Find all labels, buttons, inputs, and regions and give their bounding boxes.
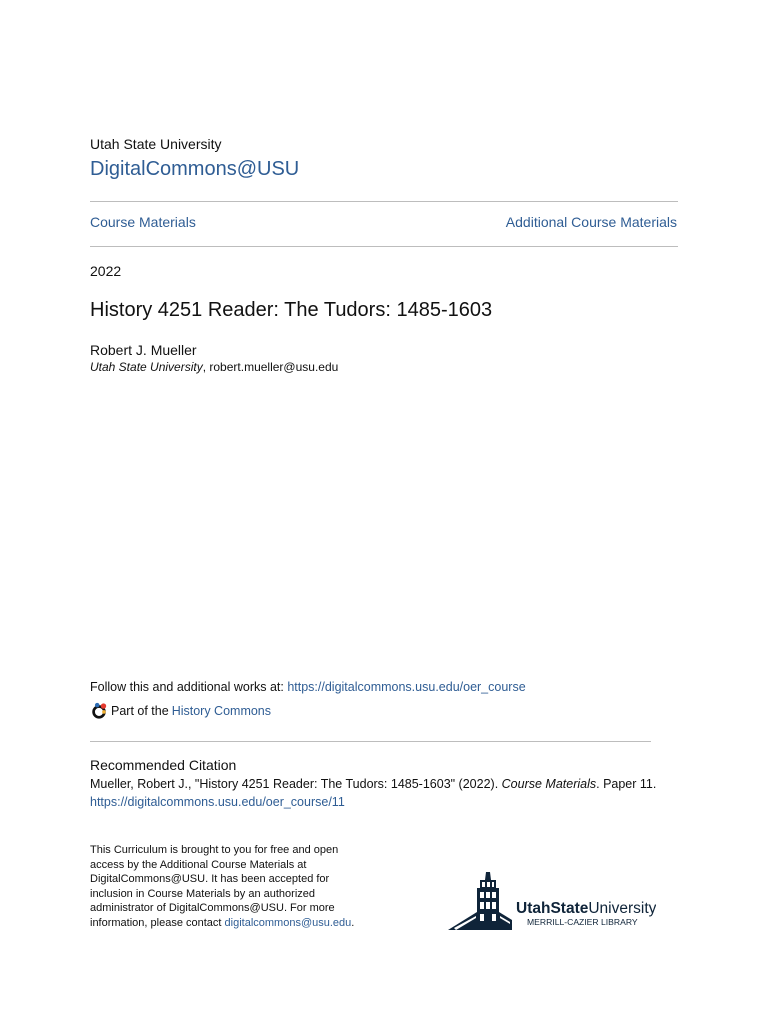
notice-text: This Curriculum is brought to you for free and open access by the Additional Course Materials at DigitalCommons@USU. It has been accepted for inclusion in Course Materials by an authorized administrator of DigitalCommons@USU. For more information, please contact [90,844,339,929]
publication-year: 2022 [90,263,122,279]
usu-library-logo [446,868,656,934]
logo-name-light: University [588,900,656,917]
follow-line [90,680,526,694]
follow-url-link[interactable]: https://digitalcommons.usu.edu/oer_course [287,680,526,694]
citation-prefix: Mueller, Robert J., "History 4251 Reader: The Tudors: 1485-1603" (2022). [90,777,502,791]
logo-name-bold: UtahState [516,900,589,917]
notice-end: . [351,916,355,929]
document-title: History 4251 Reader: The Tudors: 1485-1603 [90,299,493,321]
logo-university-name [516,900,656,917]
follow-prefix: Follow this and additional works at: [90,680,288,694]
additional-course-materials-link[interactable]: Additional Course Materials [505,214,677,230]
contact-email-link[interactable]: digitalcommons@usu.edu [224,916,352,929]
author-name: Robert J. Mueller [90,342,197,358]
old-main-tower-icon [448,872,512,930]
repository-link[interactable]: DigitalCommons@USU [90,158,300,180]
citation-url-link[interactable]: https://digitalcommons.usu.edu/oer_course/11 [90,795,345,809]
logo-library-name: MERRILL-CAZIER LIBRARY [527,917,638,927]
divider-citation [90,741,651,742]
citation-series: Course Materials [501,777,597,791]
access-notice [90,843,360,931]
citation-suffix: . Paper 11. [596,777,657,791]
affiliation-name: Utah State University [90,360,203,374]
history-commons-link[interactable]: History Commons [171,704,272,718]
network-commons-icon [90,702,108,720]
citation-text [90,777,656,791]
part-of-prefix: Part of the [111,704,169,718]
citation-heading: Recommended Citation [90,757,237,773]
institution-name: Utah State University [90,136,222,152]
divider-nav [90,246,678,247]
divider-top [90,201,678,202]
author-email: , robert.mueller@usu.edu [202,360,339,374]
author-affiliation [90,360,338,374]
course-materials-link[interactable]: Course Materials [90,214,196,230]
part-of-line [90,702,271,720]
